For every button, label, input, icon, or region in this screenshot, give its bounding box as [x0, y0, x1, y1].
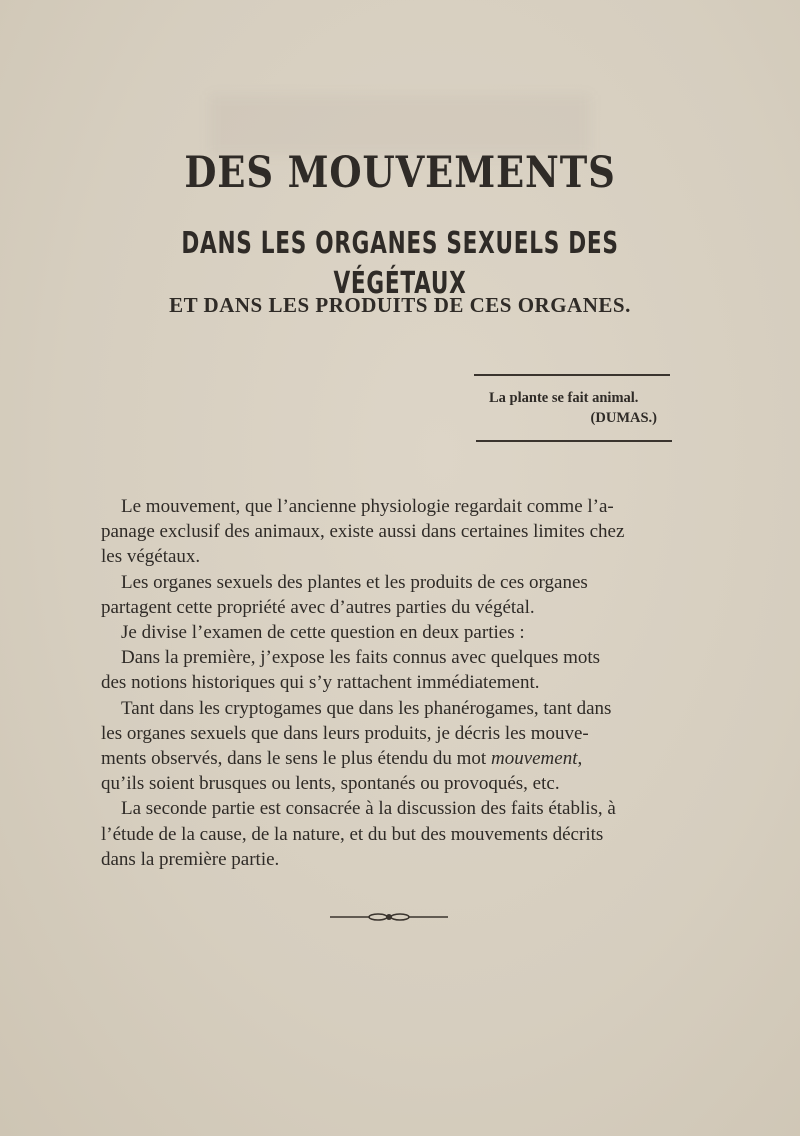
- text-line: panage exclusif des animaux, existe aussi dans certaines limites chez: [101, 521, 625, 543]
- text-line: Le mouvement, que l’ancienne physiologie regardait comme l’a-: [121, 496, 614, 517]
- paragraph-3: [101, 620, 677, 645]
- text-fragment: ,: [577, 748, 583, 770]
- text-line: des notions historiques qui s’y rattachent immédiatement.: [101, 672, 540, 694]
- main-title: DES MOUVEMENTS: [184, 148, 616, 198]
- text-line: l’étude de la cause, de la nature, et du but des mouvements décrits: [101, 823, 604, 845]
- paragraph-2: [101, 570, 677, 620]
- subtitle-secondary: ET DANS LES PRODUITS DE CES ORGANES.: [169, 293, 631, 317]
- text-line: les organes sexuels que dans leurs produits, je décris les mouve-: [101, 722, 589, 744]
- text-line: Dans la première, j’expose les faits connus avec quelques mots: [121, 647, 601, 669]
- ornament-divider: [330, 910, 448, 924]
- paragraph-6: [101, 796, 677, 872]
- epigraph-author: (DUMAS.): [590, 410, 657, 426]
- text-line: qu’ils soient brusques ou lents, spontanés ou provoqués, etc.: [101, 773, 560, 795]
- epigraph-rule-top: [474, 374, 670, 376]
- text-line: les végétaux.: [101, 546, 201, 568]
- epigraph-quote: La plante se fait animal.: [489, 390, 639, 406]
- text-line: Tant dans les cryptogames que dans les phanérogames, tant dans: [121, 697, 612, 719]
- epigraph: [489, 388, 659, 428]
- emphasis-word: mouvement: [490, 748, 578, 770]
- show-through-bleed: [210, 95, 590, 155]
- paragraph-5: [101, 696, 677, 797]
- text-line: [101, 746, 677, 771]
- text-line: partagent cette propriété avec d’autres parties du végétal.: [101, 596, 535, 618]
- text-line: dans la première partie.: [101, 848, 280, 870]
- text-line: Les organes sexuels des plantes et les produits de ces organes: [121, 571, 588, 593]
- body-text: [101, 494, 677, 872]
- text-line: Je divise l’examen de cette question en deux parties :: [121, 622, 525, 644]
- paragraph-4: [101, 645, 677, 695]
- text-fragment: ments observés, dans le sens le plus étendu du mot: [101, 748, 491, 770]
- text-line: La seconde partie est consacrée à la discussion des faits établis, à: [121, 798, 616, 820]
- paragraph-1: [101, 494, 677, 570]
- subtitle: DANS LES ORGANES SEXUELS DES VÉGÉTAUX: [181, 226, 619, 301]
- epigraph-rule-bottom: [476, 440, 672, 442]
